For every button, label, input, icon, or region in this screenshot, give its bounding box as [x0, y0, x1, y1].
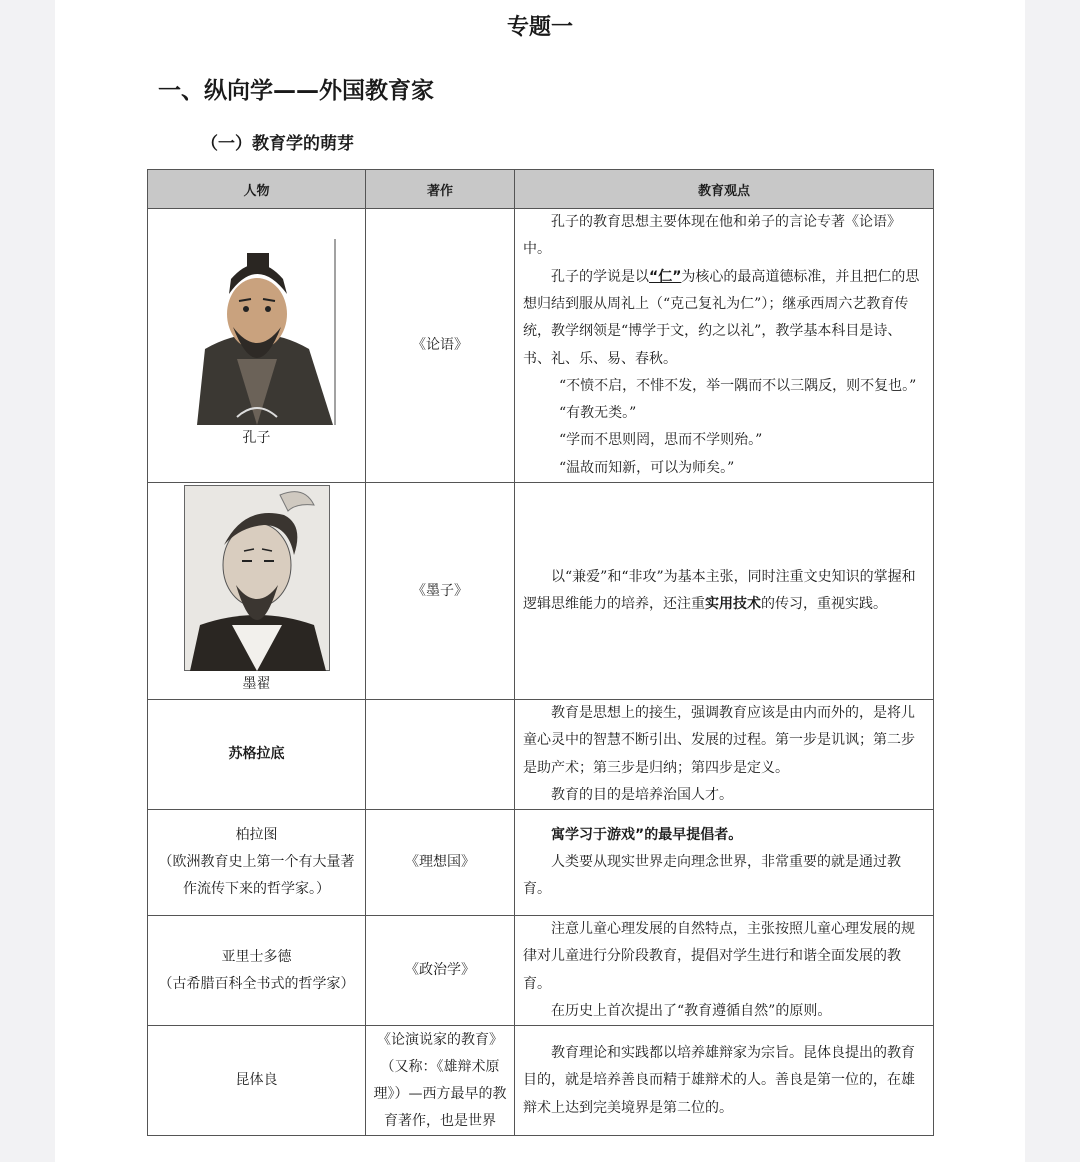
view-paragraph: [523, 564, 925, 619]
person-note: （欧洲教育史上第一个有大量著作流传下来的哲学家。）: [158, 854, 355, 898]
view-paragraph: 教育理论和实践都以培养雄辩家为宗旨。昆体良提出的教育目的，就是培养善良而精于雄辩术的人。善良是第一位的，在雄辩术上达到完美境界是第二位的。: [523, 1044, 915, 1116]
quote: “有教无类。”: [559, 405, 637, 422]
mozi-portrait: [184, 485, 330, 671]
table-row: [148, 810, 934, 916]
text-run: 为核心的最高道德标准，并且把仁的思想归结到服从周礼上（“克己复礼为仁”）；继承西周六艺教育传统，教学纲领是“博学于文，约之以礼”，教学基本科目是诗、书、礼、乐、易、春秋。: [523, 268, 920, 367]
view-paragraph: [523, 822, 925, 849]
view-cell: [515, 209, 934, 483]
subsection-heading: （一）教育学的萌芽: [201, 134, 354, 154]
view-paragraph: 孔子的教育思想主要体现在他和弟子的言论专著《论语》中。: [523, 214, 901, 258]
header-view: 教育观点: [515, 170, 934, 209]
table-row: [148, 209, 934, 483]
view-cell: [515, 483, 934, 700]
person-cell: [148, 700, 366, 810]
work-cell: 《论语》: [366, 209, 515, 483]
section-heading: 一、纵向学——外国教育家: [158, 78, 434, 104]
person-cell: [148, 916, 366, 1026]
view-cell: [515, 916, 934, 1026]
table-row: [148, 700, 934, 810]
work-cell: 《政治学》: [366, 916, 515, 1026]
table-header-row: [148, 170, 934, 209]
view-cell: [515, 810, 934, 916]
educators-table: [147, 169, 934, 1136]
header-work: 著作: [366, 170, 515, 209]
view-paragraph: 教育的目的是培养治国人才。: [551, 786, 733, 803]
work-cell: 《理想国》: [366, 810, 515, 916]
view-paragraph: [523, 264, 925, 373]
table-row: [148, 483, 934, 700]
person-cell: [148, 209, 366, 483]
view-cell: [515, 700, 934, 810]
work-cell: 《墨子》: [366, 483, 515, 700]
view-cell: [515, 1026, 934, 1136]
quote: “学而不思则罔，思而不学则殆。”: [559, 432, 763, 449]
emphasis-text: “仁”: [649, 268, 682, 285]
person-name: 苏格拉底: [228, 746, 285, 763]
person-cell: [148, 483, 366, 700]
text-run: 以“兼爱”和“非攻”为基本主张，同时注重文史知识的掌握和逻辑思维能力的培养，还注重: [523, 568, 916, 612]
person-note: （古希腊百科全书式的哲学家）: [158, 975, 355, 992]
view-paragraph: 教育是思想上的接生，强调教育应该是由内而外的，是将儿童心灵中的智慧不断引出、发展的过程。第一步是讥讽；第二步是助产术；第三步是归纳；第四步是定义。: [523, 705, 915, 776]
table-row: [148, 916, 934, 1026]
person-name: 墨翟: [242, 675, 271, 692]
header-person: 人物: [148, 170, 366, 209]
quote: “温故而知新，可以为师矣。”: [559, 459, 735, 476]
person-cell: [148, 810, 366, 916]
work-cell: 《论演说家的教育》（又称：《雄辩术原理》）—西方最早的教育著作，也是世界: [366, 1026, 515, 1136]
person-name: 柏拉图: [235, 827, 278, 844]
view-paragraph: 在历史上首次提出了“教育遵循自然”的原则。: [551, 1003, 832, 1020]
work-cell: [366, 700, 515, 810]
person-name: 亚里士多德: [221, 948, 292, 965]
document-page: [55, 0, 1025, 1162]
emphasis-text: 实用技术: [705, 596, 761, 612]
person-name: 孔子: [242, 430, 271, 446]
person-name: 昆体良: [235, 1072, 278, 1089]
confucius-portrait: [177, 239, 337, 425]
view-paragraph: 人类要从现实世界走向理念世界，非常重要的就是通过教育。: [523, 854, 901, 898]
person-cell: [148, 1026, 366, 1136]
emphasis-text: 寓学习于游戏”的最早提倡者。: [551, 826, 743, 843]
page-title: 专题一: [506, 15, 573, 40]
text-run: 孔子的学说是以: [551, 268, 649, 285]
table-row: [148, 1026, 934, 1136]
quote: “不愤不启，不悱不发，举一隅而不以三隅反，则不复也。”: [559, 377, 917, 394]
text-run: 的传习，重视实践。: [761, 596, 887, 612]
view-paragraph: 注意儿童心理发展的自然特点，主张按照儿童心理发展的规律对儿童进行分阶段教育，提倡对学生进行和谐全面发展的教育。: [523, 921, 915, 992]
